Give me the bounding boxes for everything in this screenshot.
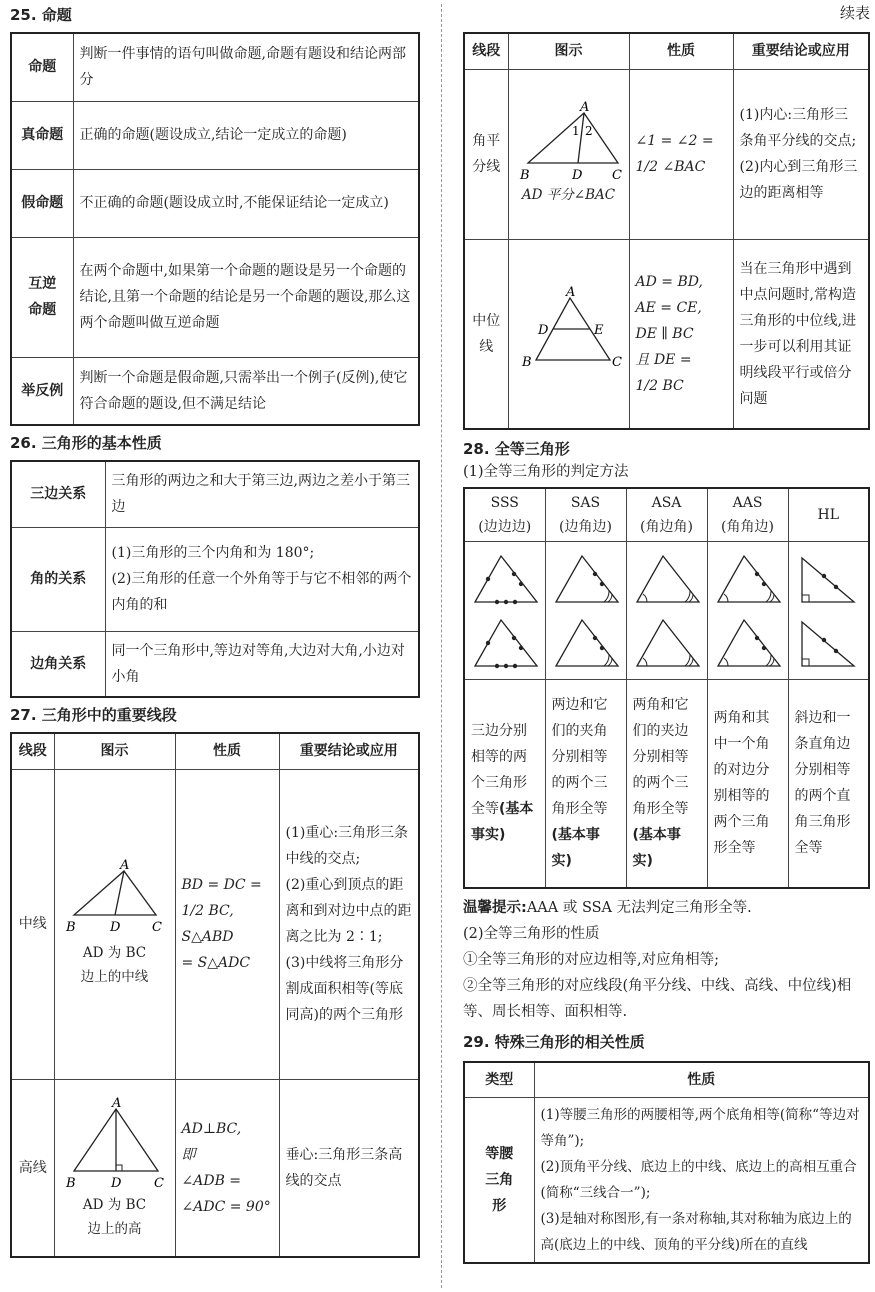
bisector-caption: AD 平分∠BAC xyxy=(521,187,616,203)
table-row-midline xyxy=(464,239,869,429)
s27-table-continued xyxy=(463,32,870,430)
label-b: B xyxy=(65,920,76,935)
s25-title: 25. 命题 xyxy=(10,6,72,24)
s26-text: 同一个三角形中,等边对等角,大边对大角,小边对小角 xyxy=(105,631,419,697)
s29-table xyxy=(463,1061,870,1264)
s25-key: 假命题 xyxy=(11,169,73,237)
description-row xyxy=(464,680,869,888)
col-header: 类型 xyxy=(464,1062,534,1098)
col-header-sss: SSS (边边边) xyxy=(464,488,545,542)
asa-figures xyxy=(626,542,707,680)
sas-description: 两边和它们的夹角分别相等的两个三角形全等(基本事实) xyxy=(545,680,626,888)
table-row xyxy=(11,527,419,631)
table-row xyxy=(11,101,419,169)
s26-text: 三角形的两边之和大于第三边,两边之差小于第三边 xyxy=(105,461,419,527)
median-property: BD = DC = 1/2 BC, S△ABD = S△ADC xyxy=(175,769,279,1079)
aas-figures xyxy=(707,542,788,680)
altitude-caption: AD 为 BC 边上的高 xyxy=(82,1196,147,1237)
col-header: 性质 xyxy=(175,733,279,769)
altitude-triangle-figure xyxy=(60,1095,170,1193)
row-name: 中线 xyxy=(11,769,54,1079)
s27-table xyxy=(10,732,420,1258)
hl-triangle-icon xyxy=(792,548,864,674)
midline-triangle-figure xyxy=(512,286,626,382)
aas-triangle-icon xyxy=(712,548,784,674)
median-caption: AD 为 BC 边上的中线 xyxy=(80,945,149,985)
table-row-median xyxy=(11,769,419,1079)
s28-sub2: (2)全等三角形的性质 xyxy=(463,925,600,942)
altitude-figure-cell xyxy=(54,1079,175,1257)
col-header: 线段 xyxy=(11,733,54,769)
asa-description: 两角和它们的夹边分别相等的两个三角形全等(基本事实) xyxy=(626,680,707,888)
s25-text: 判断一个命题是假命题,只需举出一个例子(反例),使它符合命题的题设,但不满足结论 xyxy=(73,357,419,425)
col-header-sas: SAS (边角边) xyxy=(545,488,626,542)
s28-title: 28. 全等三角形 xyxy=(463,440,570,458)
table-row xyxy=(11,461,419,527)
label-d: D xyxy=(571,168,582,183)
continued-label: 续表 xyxy=(839,4,870,22)
midline-conclusion: 当在三角形中遇到中点问题时,常构造三角形的中位线,进一步可以利用其证明线段平行或倍分问题 xyxy=(733,239,869,429)
s25-text: 判断一件事情的语句叫做命题,命题有题设和结论两部分 xyxy=(73,33,419,101)
label-c: C xyxy=(153,1175,164,1191)
s27-title: 27. 三角形中的重要线段 xyxy=(10,706,177,724)
table-header-row xyxy=(464,33,869,69)
table-row xyxy=(464,1097,869,1263)
label-b: B xyxy=(521,354,532,370)
median-triangle-figure xyxy=(60,859,170,941)
col-header: 线段 xyxy=(464,33,508,69)
s29-title: 29. 特殊三角形的相关性质 xyxy=(463,1032,645,1051)
col-header: 图示 xyxy=(54,733,175,769)
s25-text: 在两个命题中,如果第一个命题的题设是另一个命题的结论,且第一个命题的结论是另一个命题的题设,那么这两个命题叫做互逆命题 xyxy=(73,237,419,357)
table-header-row xyxy=(11,733,419,769)
tip-text: AAA 或 SSA 无法判定三角形全等. xyxy=(526,899,752,916)
label-d: D xyxy=(109,920,120,935)
s25-key: 命题 xyxy=(11,33,73,101)
col-header-aas: AAS (角角边) xyxy=(707,488,788,542)
table-row xyxy=(11,169,419,237)
s26-key: 边角关系 xyxy=(11,631,105,697)
column-divider xyxy=(441,4,442,1288)
label-angle-2: 2 xyxy=(584,124,593,138)
midline-figure-cell xyxy=(508,239,629,429)
label-d: D xyxy=(537,322,548,338)
label-d: D xyxy=(110,1175,121,1191)
bisector-triangle-figure xyxy=(512,101,626,183)
bisector-property: ∠1 = ∠2 = 1/2 ∠BAC xyxy=(629,69,733,239)
col-header: 性质 xyxy=(534,1062,869,1098)
col-header: 重要结论或应用 xyxy=(279,733,419,769)
label-angle-1: 1 xyxy=(571,124,580,138)
hl-description: 斜边和一条直角边分别相等的两个直角三角形全等 xyxy=(788,680,869,888)
s28-tip xyxy=(463,895,870,921)
label-c: C xyxy=(611,168,622,183)
col-header: 重要结论或应用 xyxy=(733,33,869,69)
s26-table xyxy=(10,460,420,698)
sss-figures xyxy=(464,542,545,680)
table-row xyxy=(11,631,419,697)
table-row xyxy=(11,237,419,357)
median-figure-cell xyxy=(54,769,175,1079)
table-header-row xyxy=(464,488,869,542)
table-row-altitude xyxy=(11,1079,419,1257)
s26-key: 三边关系 xyxy=(11,461,105,527)
s25-key: 举反例 xyxy=(11,357,73,425)
s26-key: 角的关系 xyxy=(11,527,105,631)
row-name: 高线 xyxy=(11,1079,54,1257)
label-a: A xyxy=(579,101,589,115)
s28-table xyxy=(463,487,870,889)
s25-key: 互逆命题 xyxy=(11,237,73,357)
sas-triangle-icon xyxy=(550,548,622,674)
s28-point-2: ②全等三角形的对应线段(角平分线、中线、高线、中位线)相等、周长相等、面积相等. xyxy=(463,977,852,1020)
col-header-asa: ASA (角边角) xyxy=(626,488,707,542)
label-e: E xyxy=(593,322,603,338)
sas-figures xyxy=(545,542,626,680)
row-name: 角平分线 xyxy=(464,69,508,239)
s29-text: (1)等腰三角形的两腰相等,两个底角相等(简称“等边对等角”); (2)顶角平分线、底边上的中线、底边上的高相互重合(简称“三线合一”); (3)是轴对称图形,有一条对称轴,其对称轴为底边上的高(底边上的中线、顶角的平分线)所在的直线 xyxy=(534,1097,869,1263)
s26-title: 26. 三角形的基本性质 xyxy=(10,434,162,452)
s29-key: 等腰三角形 xyxy=(464,1097,534,1263)
col-header: 性质 xyxy=(629,33,733,69)
s25-table xyxy=(10,32,420,426)
median-conclusion: (1)重心:三角形三条中线的交点; (2)重心到顶点的距离和到对边中点的距离之比为 2∶1; (3)中线将三角形分割成面积相等(等底同高)的两个三角形 xyxy=(279,769,419,1079)
label-b: B xyxy=(519,168,530,183)
s25-text: 不正确的命题(题设成立时,不能保证结论一定成立) xyxy=(73,169,419,237)
tip-label: 温馨提示: xyxy=(463,899,527,916)
bisector-figure-cell xyxy=(508,69,629,239)
label-a: A xyxy=(565,285,575,300)
table-header-row xyxy=(464,1062,869,1098)
left-column xyxy=(10,0,420,1258)
s25-text: 正确的命题(题设成立,结论一定成立的命题) xyxy=(73,101,419,169)
asa-triangle-icon xyxy=(631,548,703,674)
s28-sub1: (1)全等三角形的判定方法 xyxy=(463,464,629,480)
right-column xyxy=(463,0,870,1264)
altitude-property: AD⊥BC, 即 ∠ADB = ∠ADC = 90° xyxy=(175,1079,279,1257)
s28-point-1: ①全等三角形的对应边相等,对应角相等; xyxy=(463,951,719,968)
s25-key: 真命题 xyxy=(11,101,73,169)
table-row xyxy=(11,357,419,425)
row-name: 中位线 xyxy=(464,239,508,429)
aas-description: 两角和其中一个角的对边分别相等的两个三角形全等 xyxy=(707,680,788,888)
sss-description: 三边分别相等的两个三角形全等(基本事实) xyxy=(464,680,545,888)
col-header-hl: HL xyxy=(788,488,869,542)
figure-row xyxy=(464,542,869,680)
s26-text: (1)三角形的三个内角和为 180°; (2)三角形的任意一个外角等于与它不相邻的两个内角的和 xyxy=(105,527,419,631)
label-a: A xyxy=(111,1095,121,1111)
label-c: C xyxy=(151,920,162,935)
altitude-conclusion: 垂心:三角形三条高线的交点 xyxy=(279,1079,419,1257)
label-a: A xyxy=(119,859,129,873)
hl-figures xyxy=(788,542,869,680)
label-c: C xyxy=(611,354,622,370)
table-row-bisector xyxy=(464,69,869,239)
table-row xyxy=(11,33,419,101)
midline-property: AD = BD, AE = CE, DE ∥ BC 且 DE = 1/2 BC xyxy=(629,239,733,429)
col-header: 图示 xyxy=(508,33,629,69)
sss-triangle-icon xyxy=(469,548,541,674)
bisector-conclusion: (1)内心:三角形三条角平分线的交点; (2)内心到三角形三边的距离相等 xyxy=(733,69,869,239)
label-b: B xyxy=(65,1175,76,1191)
